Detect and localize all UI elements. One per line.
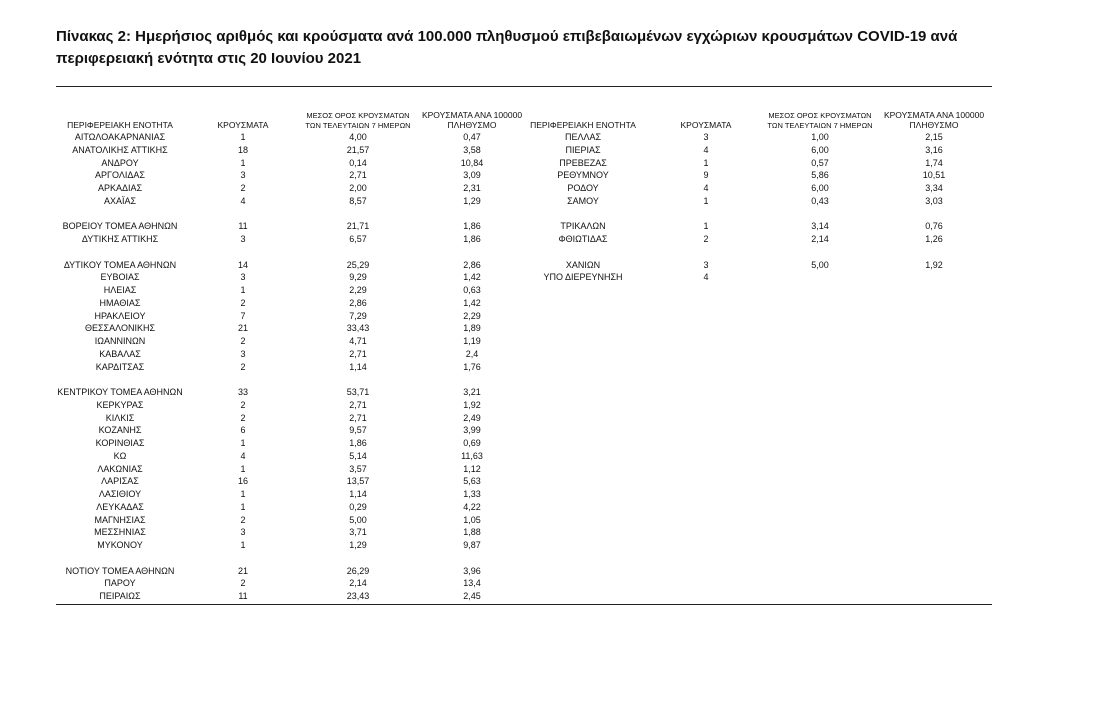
- avg7-cell: 1,00: [811, 132, 829, 142]
- avg7-cell: 4,71: [349, 336, 367, 346]
- per100k-cell: 2,31: [463, 183, 481, 193]
- cases-cell: 2: [240, 578, 246, 589]
- cases-cell: 1: [240, 438, 246, 448]
- avg7-cell: 7,29: [349, 310, 367, 321]
- cases-cell: 16: [237, 476, 248, 487]
- per100k-cell: 1,12: [463, 463, 481, 474]
- avg7-cell: 5,86: [811, 170, 829, 181]
- region-cell: ΕΥΒΟΙΑΣ: [100, 272, 140, 283]
- per100k-cell: 2,49: [463, 412, 481, 423]
- cases-cell: 14: [237, 259, 248, 270]
- cases-cell: 4: [240, 450, 246, 461]
- region-cell: ΠΕΛΛΑΣ: [564, 132, 602, 142]
- avg7-cell: 4,00: [349, 132, 367, 142]
- cases-cell: 1: [240, 463, 246, 474]
- cases-cell: 1: [240, 285, 246, 295]
- per100k-cell: 10,84: [460, 157, 484, 168]
- region-cell: ΗΜΑΘΙΑΣ: [99, 297, 141, 308]
- per100k-cell: 1,92: [463, 399, 481, 410]
- avg7-cell: 2,29: [349, 285, 367, 295]
- per100k-cell: 3,03: [925, 195, 943, 206]
- avg7-cell: 2,00: [349, 183, 367, 193]
- avg7-cell: 53,71: [346, 387, 370, 397]
- per100k-cell: 3,58: [463, 144, 481, 155]
- region-cell: ΜΕΣΣΗΝΙΑΣ: [94, 527, 146, 538]
- region-cell: ΤΡΙΚΑΛΩΝ: [560, 221, 606, 232]
- avg7-cell: 0,57: [811, 157, 829, 168]
- cases-cell: 1: [703, 195, 709, 206]
- per100k-cell: 3,09: [463, 170, 481, 181]
- header-per100k: ΠΛΗΘΥΣΜΟ: [447, 120, 497, 130]
- region-cell: ΛΕΥΚΑΔΑΣ: [96, 501, 144, 512]
- per100k-cell: 2,86: [463, 259, 481, 270]
- per100k-cell: 0,76: [925, 221, 943, 232]
- avg7-cell: 0,14: [349, 157, 367, 168]
- cases-cell: 1: [240, 489, 246, 499]
- cases-cell: 4: [703, 183, 709, 193]
- cases-cell: 2: [240, 361, 246, 372]
- region-cell: ΚΙΛΚΙΣ: [105, 412, 135, 423]
- per100k-cell: 2,15: [925, 132, 943, 142]
- region-cell: ΚΟΖΑΝΗΣ: [98, 425, 142, 436]
- per100k-cell: 1,86: [463, 221, 481, 232]
- region-cell: ΛΑΣΙΘΙΟΥ: [98, 489, 142, 499]
- header-region: ΠΕΡΙΦΕΡΕΙΑΚΗ ΕΝΟΤΗΤΑ: [67, 120, 173, 130]
- top-rule: [56, 86, 992, 87]
- per100k-cell: 10,51: [922, 170, 946, 181]
- per100k-cell: 1,42: [463, 272, 481, 283]
- cases-cell: 4: [240, 195, 246, 206]
- avg7-cell: 13,57: [346, 476, 370, 487]
- region-cell: ΛΑΚΩΝΙΑΣ: [97, 463, 143, 474]
- cases-cell: 11: [238, 591, 248, 601]
- region-cell: ΡΕΘΥΜΝΟΥ: [557, 170, 609, 181]
- region-cell: ΗΛΕΙΑΣ: [103, 285, 137, 295]
- header-avg7: ΜΕΣΟΣ ΟΡΟΣ ΚΡΟΥΣΜΑΤΩΝ: [306, 111, 410, 120]
- region-cell: ΦΘΙΩΤΙΔΑΣ: [558, 234, 608, 244]
- region-cell: ΚΟΡΙΝΘΙΑΣ: [95, 438, 145, 448]
- header-cases: ΚΡΟΥΣΜΑΤΑ: [680, 120, 732, 130]
- per100k-cell: 9,87: [463, 540, 481, 550]
- avg7-cell: 6,00: [811, 144, 829, 155]
- cases-cell: 3: [240, 348, 246, 359]
- per100k-cell: 3,16: [925, 144, 943, 155]
- cases-cell: 7: [240, 310, 246, 321]
- cases-cell: 1: [703, 221, 709, 232]
- region-cell: ΣΑΜΟΥ: [567, 195, 599, 206]
- per100k-cell: 1,88: [463, 527, 481, 538]
- per100k-cell: 3,34: [925, 183, 943, 193]
- region-cell: ΚΕΝΤΡΙΚΟΥ ΤΟΜΕΑ ΑΘΗΝΩΝ: [57, 387, 183, 397]
- cases-cell: 33: [237, 387, 248, 397]
- avg7-cell: 3,71: [349, 527, 367, 538]
- avg7-cell: 33,43: [346, 323, 370, 334]
- per100k-cell: 1,76: [463, 361, 481, 372]
- header-avg7: ΜΕΣΟΣ ΟΡΟΣ ΚΡΟΥΣΜΑΤΩΝ: [768, 111, 872, 120]
- region-cell: ΠΕΙΡΑΙΩΣ: [99, 591, 141, 601]
- region-cell: ΑΡΓΟΛΙΔΑΣ: [95, 170, 145, 181]
- cases-cell: 3: [703, 132, 709, 142]
- per100k-cell: 2,45: [463, 591, 481, 601]
- region-cell: ΥΠΟ ΔΙΕΡΕΥΝΗΣΗ: [543, 272, 623, 283]
- region-cell: ΑΡΚΑΔΙΑΣ: [97, 183, 143, 193]
- cases-cell: 2: [240, 297, 246, 308]
- cases-cell: 9: [703, 170, 709, 181]
- region-cell: ΔΥΤΙΚΟΥ ΤΟΜΕΑ ΑΘΗΝΩΝ: [63, 259, 177, 270]
- cases-cell: 3: [240, 527, 246, 538]
- avg7-cell: 2,86: [349, 297, 367, 308]
- avg7-cell: 3,57: [349, 463, 367, 474]
- avg7-cell: 2,14: [349, 578, 367, 589]
- per100k-cell: 11,63: [461, 450, 483, 461]
- header-region: ΠΕΡΙΦΕΡΕΙΑΚΗ ΕΝΟΤΗΤΑ: [530, 120, 636, 130]
- per100k-cell: 1,74: [925, 157, 943, 168]
- region-cell: ΠΡΕΒΕΖΑΣ: [559, 157, 607, 168]
- per100k-cell: 1,86: [463, 234, 481, 244]
- per100k-cell: 0,63: [463, 285, 481, 295]
- region-cell: ΒΟΡΕΙΟΥ ΤΟΜΕΑ ΑΘΗΝΩΝ: [62, 221, 178, 232]
- header-per100k: ΠΛΗΘΥΣΜΟ: [909, 120, 959, 130]
- per100k-cell: 0,47: [463, 132, 481, 142]
- per100k-cell: 1,29: [463, 195, 481, 206]
- avg7-cell: 2,71: [349, 399, 367, 410]
- region-cell: ΡΟΔΟΥ: [567, 183, 599, 193]
- avg7-cell: 23,43: [346, 591, 370, 601]
- cases-cell: 3: [240, 234, 246, 244]
- header-per100k: ΚΡΟΥΣΜΑΤΑ ΑΝΑ 100000: [421, 110, 523, 120]
- region-cell: ΜΑΓΝΗΣΙΑΣ: [94, 514, 146, 525]
- region-cell: ΑΙΤΩΛΟΑΚΑΡΝΑΝΙΑΣ: [74, 132, 166, 142]
- avg7-cell: 25,29: [346, 259, 370, 270]
- cases-cell: 1: [703, 157, 709, 168]
- per100k-cell: 2,4: [465, 348, 479, 359]
- avg7-cell: 0,43: [811, 195, 829, 206]
- per100k-cell: 5,63: [463, 476, 481, 487]
- per100k-cell: 4,22: [463, 501, 481, 512]
- per100k-cell: 1,89: [463, 323, 481, 334]
- avg7-cell: 9,57: [349, 425, 367, 436]
- avg7-cell: 6,57: [349, 234, 367, 244]
- bottom-rule: [56, 604, 992, 605]
- avg7-cell: 9,29: [349, 272, 367, 283]
- avg7-cell: 21,57: [346, 144, 370, 155]
- region-cell: ΔΥΤΙΚΗΣ ΑΤΤΙΚΗΣ: [81, 234, 159, 244]
- cases-cell: 2: [240, 399, 246, 410]
- header-avg7: ΤΩΝ ΤΕΛΕΥΤΑΙΩΝ 7 ΗΜΕΡΩΝ: [767, 121, 873, 130]
- cases-cell: 1: [240, 540, 246, 550]
- avg7-cell: 21,71: [346, 221, 370, 232]
- avg7-cell: 2,71: [349, 348, 367, 359]
- cases-cell: 1: [240, 132, 246, 142]
- header-per100k: ΚΡΟΥΣΜΑΤΑ ΑΝΑ 100000: [883, 110, 985, 120]
- per100k-cell: 3,99: [463, 425, 481, 436]
- region-cell: ΛΑΡΙΣΑΣ: [101, 476, 139, 487]
- cases-cell: 1: [240, 157, 246, 168]
- region-cell: ΚΕΡΚΥΡΑΣ: [96, 399, 144, 410]
- avg7-cell: 3,14: [811, 221, 829, 232]
- cases-cell: 6: [240, 425, 246, 436]
- cases-cell: 4: [703, 272, 709, 283]
- region-cell: ΘΕΣΣΑΛΟΝΙΚΗΣ: [84, 323, 156, 334]
- per100k-cell: 3,21: [463, 387, 481, 397]
- cases-cell: 4: [703, 144, 709, 155]
- cases-cell: 1: [240, 501, 246, 512]
- region-cell: ΙΩΑΝΝΙΝΩΝ: [94, 336, 146, 346]
- region-cell: ΝΟΤΙΟΥ ΤΟΜΕΑ ΑΘΗΝΩΝ: [65, 565, 175, 576]
- region-cell: ΚΑΡΔΙΤΣΑΣ: [95, 361, 145, 372]
- region-cell: ΠΙΕΡΙΑΣ: [565, 144, 601, 155]
- avg7-cell: 1,14: [349, 489, 367, 499]
- per100k-cell: 1,92: [925, 259, 943, 270]
- cases-cell: 3: [703, 259, 709, 270]
- region-cell: ΑΝΑΤΟΛΙΚΗΣ ΑΤΤΙΚΗΣ: [72, 144, 168, 155]
- region-cell: ΑΧΑΪΑΣ: [103, 195, 137, 206]
- per100k-cell: 1,19: [463, 336, 481, 346]
- avg7-cell: 2,71: [349, 412, 367, 423]
- cases-cell: 2: [240, 336, 246, 346]
- avg7-cell: 5,00: [349, 514, 367, 525]
- per100k-cell: 2,29: [463, 310, 481, 321]
- per100k-cell: 0,69: [463, 438, 481, 448]
- avg7-cell: 26,29: [346, 565, 370, 576]
- per100k-cell: 1,33: [463, 489, 481, 499]
- header-avg7: ΤΩΝ ΤΕΛΕΥΤΑΙΩΝ 7 ΗΜΕΡΩΝ: [305, 121, 411, 130]
- page-title: Πίνακας 2: Ημερήσιος αριθμός και κρούσματα ανά 100.000 πληθυσμού επιβεβαιωμένων εγχώριων κρουσμάτων COVID-19 ανά περιφερειακή ενότητα στις 20 Ιουνίου 2021: [56, 28, 958, 67]
- per100k-cell: 1,26: [925, 234, 943, 244]
- cases-cell: 3: [240, 170, 246, 181]
- cases-cell: 2: [240, 412, 246, 423]
- region-cell: ΜΥΚΟΝΟΥ: [97, 540, 143, 550]
- avg7-cell: 0,29: [349, 501, 367, 512]
- header-cases: ΚΡΟΥΣΜΑΤΑ: [217, 120, 269, 130]
- avg7-cell: 6,00: [811, 183, 829, 193]
- per100k-cell: 13,4: [463, 578, 481, 589]
- cases-cell: 3: [240, 272, 246, 283]
- avg7-cell: 5,14: [349, 450, 367, 461]
- cases-cell: 2: [703, 234, 709, 244]
- per100k-cell: 1,42: [463, 297, 481, 308]
- cases-cell: 11: [238, 221, 248, 232]
- cases-cell: 2: [240, 183, 246, 193]
- region-cell: ΑΝΔΡΟΥ: [101, 157, 139, 168]
- per100k-cell: 1,05: [463, 514, 481, 525]
- avg7-cell: 8,57: [349, 195, 367, 206]
- cases-cell: 21: [237, 323, 248, 334]
- cases-cell: 18: [237, 144, 248, 155]
- avg7-cell: 5,00: [811, 259, 829, 270]
- avg7-cell: 1,86: [349, 438, 367, 448]
- region-cell: ΧΑΝΙΩΝ: [565, 259, 601, 270]
- region-cell: ΗΡΑΚΛΕΙΟΥ: [94, 310, 146, 321]
- region-cell: ΚΩ: [113, 450, 127, 461]
- cases-cell: 2: [240, 514, 246, 525]
- region-cell: ΚΑΒΑΛΑΣ: [99, 348, 141, 359]
- avg7-cell: 1,29: [349, 540, 367, 550]
- avg7-cell: 2,14: [811, 234, 829, 244]
- avg7-cell: 2,71: [349, 170, 367, 181]
- per100k-cell: 3,96: [463, 565, 481, 576]
- avg7-cell: 1,14: [349, 361, 367, 372]
- region-cell: ΠΑΡΟΥ: [104, 578, 136, 589]
- cases-cell: 21: [237, 565, 248, 576]
